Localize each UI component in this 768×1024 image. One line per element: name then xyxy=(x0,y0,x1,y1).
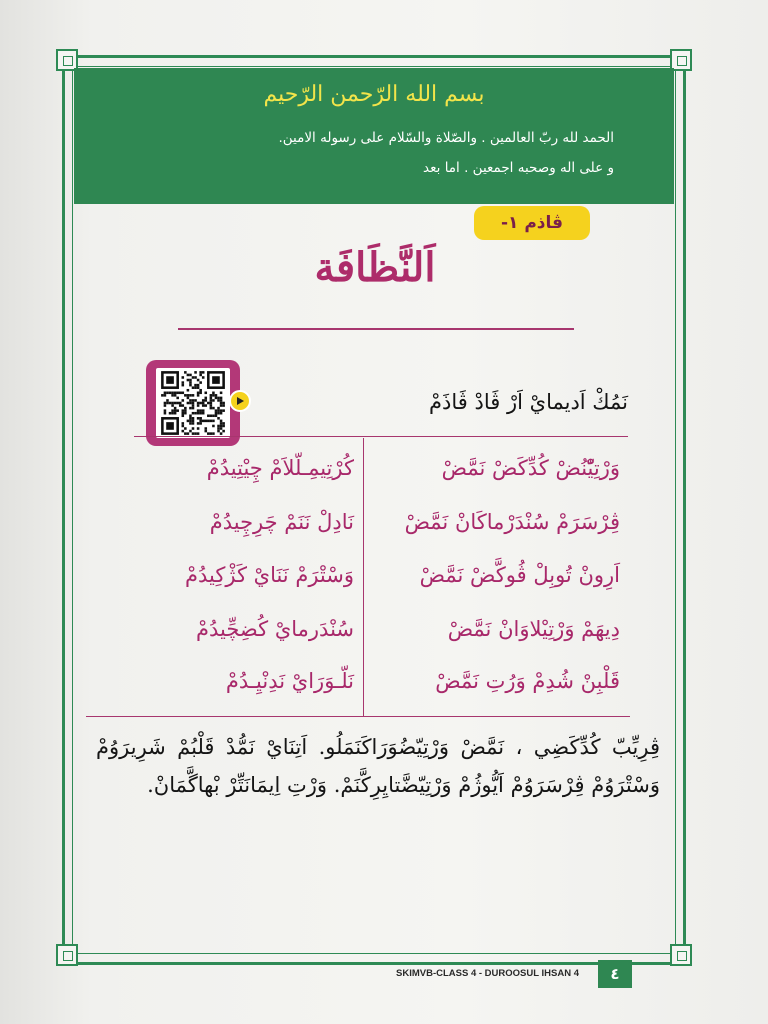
verse-right: اَرِونْ تُوبِلْ ڤُوكَّضْ نَمَّضْ xyxy=(419,563,620,587)
paragraph-divider xyxy=(86,716,630,717)
header-band xyxy=(74,68,674,204)
verse-left: نَلّـوَرَايْ نَدِنْيِـدُمْ xyxy=(225,669,354,693)
verse-column-divider xyxy=(363,438,364,716)
frame-corner-ornament xyxy=(56,944,78,966)
frame-corner-ornament xyxy=(670,944,692,966)
verse-right: وَرْتِيّْنُضْ كُدِّكَضْ نَمَّضْ xyxy=(441,456,620,480)
verse-right: دِيهَمْ وَرْتِيْلاوَانْ نَمَّضْ xyxy=(447,617,620,641)
opening-line-2: و على اله وصحبه اجمعين . اما بعد xyxy=(423,160,614,176)
lesson-number-badge: ڤاذم ١- xyxy=(474,206,590,240)
title-divider xyxy=(178,328,574,330)
opening-line-1: الحمد لله ربّ العالمين . والصّلاة والسّلام على رسوله الامين. xyxy=(278,130,614,146)
intro-divider xyxy=(134,436,628,437)
qr-code-icon[interactable] xyxy=(156,368,230,438)
verse-left: كُرْتِيمِـلّلاَمْ چِيْتِيدُمْ xyxy=(206,456,354,480)
verse-left: وَسْتْرَمْ نَنَايْ كَژْكِيدُمْ xyxy=(185,563,354,587)
basmalah-heading: بسم الله الرّحمن الرّحيم xyxy=(263,82,485,107)
poem-intro: نَمُكْ اَديمايْ اَرْ ڤَادْ ڤَاذَمْ xyxy=(429,390,628,414)
verse-left: سُنْدَرمايْ كُضِچِّيدُمْ xyxy=(196,617,354,641)
verse-right: قَلْبِنْ شُدِمْ وَرُتِ نَمَّضْ xyxy=(435,669,620,693)
play-icon[interactable] xyxy=(229,390,251,412)
verse-left: نَادِلْ نَنَمْ چَرِچِيدُمْ xyxy=(209,510,354,534)
qr-code-card[interactable] xyxy=(146,360,240,446)
verse-right: ڤِرْسَرَمْ سُنْدَرْماكَانْ نَمَّضْ xyxy=(404,510,620,534)
lesson-title: اَلنَّظَافَة xyxy=(314,244,436,291)
lesson-paragraph: ڤِرِيِّبّ كُدِّكَضِي ، نَمَّضْ وَرْتِيّضُوَرَاكَنَمَلُو. اَتِنَايْ نَمُّدْ قَلْبُمْ شَرِيرَوُمْ وَسْتْرَوُمْ ڤِرْسَرَوُمْ اَيُّوژُمْ وَرْتِيّضَّتايِرِكَّنَمْ. وَرْتِ اِيمَانَتِّرْ بْهاگَّمَانْ. xyxy=(96,735,660,797)
page-number: ٤ xyxy=(598,960,632,988)
footer-book-title: SKIMVB-CLASS 4 - DUROOSUL IHSAN 4 xyxy=(396,968,579,979)
